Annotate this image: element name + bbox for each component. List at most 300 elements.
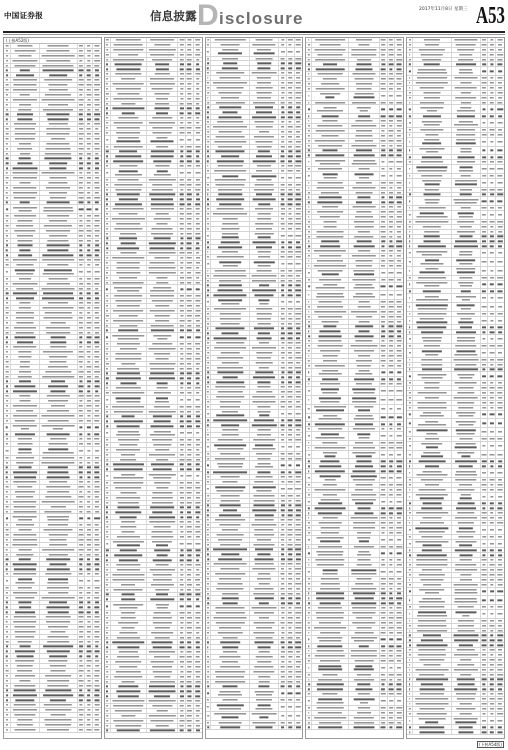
table-cell [11,664,40,668]
table-cell [85,480,93,484]
table-cell [4,287,11,291]
table-cell [40,375,78,379]
table-cell [11,301,40,305]
table-cell [194,159,202,163]
table-cell [93,591,101,595]
table-cell [11,389,40,393]
table-cell [93,456,101,460]
table-cell [11,466,40,470]
table-cell [111,299,148,303]
table-cell [85,708,93,712]
table-cell [40,350,78,354]
table-cell [93,693,101,697]
table-cell [178,467,186,471]
table-cell [178,501,186,505]
table-cell [40,181,78,185]
table-cell [147,261,178,265]
table-cell [78,78,86,82]
table-cell [78,664,86,668]
table-cell [186,372,194,376]
table-cell [4,88,11,92]
table-cell [111,38,148,42]
table-cell [4,306,11,310]
table-cell [4,375,11,379]
table-cell [111,227,148,231]
table-cell [40,355,78,359]
table-cell [40,659,78,663]
table-cell [194,540,202,548]
table-cell [78,316,86,320]
table-cell [111,448,148,452]
table-cell [11,500,40,504]
table-cell [147,328,178,332]
table-cell [186,251,194,255]
table-row [105,540,202,549]
table-cell [85,59,93,63]
table-cell [194,87,202,91]
table-cell [4,248,11,252]
table-cell [78,596,86,600]
table-cell [85,321,93,325]
table-cell [40,419,78,423]
table-cell [78,713,86,717]
table-cell [178,232,186,236]
table-cell [111,453,148,457]
table-cell [147,237,178,241]
table-cell [78,117,86,121]
table-cell [85,379,93,383]
table-cell [93,201,101,205]
table-cell [78,44,86,48]
table-cell [40,296,78,300]
table-cell [4,142,11,146]
table-cell [186,82,194,86]
table-cell [178,202,186,206]
table-cell [11,181,40,185]
table-cell [78,98,86,102]
table-cell [4,365,11,369]
table-cell [40,224,78,228]
table-cell [147,183,178,187]
table-cell [111,67,148,71]
table-cell [40,340,78,344]
table-cell [85,659,93,663]
table-cell [4,414,11,418]
table-cell [85,684,93,688]
table-cell [194,217,202,221]
table-cell [85,49,93,53]
table-cell [85,137,93,141]
table-cell [85,44,93,48]
table-cell [147,429,178,437]
table-cell [93,718,101,722]
table-cell [40,538,78,542]
table-cell [186,266,194,270]
table-cell [147,159,178,163]
table-cell [40,630,78,634]
table-cell [194,82,202,86]
table-cell [178,506,186,510]
table-cell [40,567,78,571]
table-cell [147,535,178,539]
table-cell [40,306,78,310]
table-cell [178,237,186,241]
table-cell [93,586,101,590]
table-cell [40,205,78,213]
table-cell [194,241,202,245]
table-cell [40,191,78,195]
table-cell [186,376,194,380]
table-cell [93,723,101,727]
table-cell [93,649,101,653]
table-cell [147,558,178,562]
table-cell [111,58,148,62]
table-cell [194,481,202,485]
table-cell [111,367,148,371]
table-cell [85,370,93,374]
table-cell [4,596,11,600]
table-cell [78,625,86,629]
table-cell [40,49,78,53]
table-cell [4,122,11,126]
table-cell [111,515,148,519]
table-cell [78,83,86,87]
table-cell [40,282,78,286]
table-cell [93,316,101,320]
table-cell [40,360,78,364]
table-cell [78,68,86,72]
table-cell [147,540,178,548]
table-cell [194,276,202,280]
table-cell [4,567,11,571]
table-cell [11,470,40,474]
table-cell [40,268,78,276]
table-cell [4,234,11,238]
table-cell [40,365,78,369]
table-cell [93,244,101,248]
table-cell [11,166,40,170]
table-cell [111,102,148,106]
table-cell [85,296,93,300]
table-cell [78,610,86,614]
table-cell [4,689,11,693]
table-cell [93,311,101,315]
table-cell [40,394,78,398]
table-cell [147,357,178,361]
table-cell [40,88,78,92]
table-cell [78,485,86,489]
table-cell [11,253,40,257]
table-cell [11,586,40,590]
table-cell [186,164,194,168]
table-cell [194,486,202,490]
table-cell [194,472,202,480]
table-cell [186,491,194,495]
table-cell [111,285,148,293]
table-cell [93,654,101,658]
table-cell [147,525,178,529]
table-cell [4,424,11,432]
table-cell [11,365,40,369]
table-cell [85,306,93,310]
table-cell [78,419,86,423]
table-cell [4,713,11,717]
table-cell [194,48,202,52]
table-cell [4,640,11,644]
table-cell [178,159,186,163]
table-cell [147,150,178,154]
table-cell [4,708,11,712]
table-cell [194,67,202,71]
table-cell [186,530,194,534]
table-cell [93,674,101,678]
table-cell [186,396,194,404]
table-cell [78,54,86,58]
table-cell [111,106,148,110]
table-cell [4,68,11,72]
table-cell [186,159,194,163]
table-cell [85,698,93,702]
table-cell [111,376,148,380]
table-cell [93,122,101,126]
table-cell [111,53,148,57]
table-cell [93,523,101,527]
table-cell [40,326,78,330]
table-cell [78,630,86,634]
table-cell [4,301,11,305]
table-cell [4,404,11,408]
table-cell [178,77,186,81]
table-cell [40,196,78,200]
table-cell [4,181,11,185]
table-cell [11,335,40,339]
table-cell [186,222,194,226]
table-cell [186,415,194,419]
table-cell [78,137,86,141]
table-cell [11,523,40,527]
table-cell [85,229,93,233]
table-cell [93,132,101,136]
table-cell [11,44,40,48]
table-cell [85,88,93,92]
table-cell [93,291,101,295]
continued-from-note: (上接A52版) [4,38,101,44]
table-cell [194,102,202,106]
table-cell [85,152,93,156]
table-cell [78,88,86,92]
table-cell [11,68,40,72]
table-cell [147,227,178,231]
table-cell [93,287,101,291]
table-cell [93,630,101,634]
table-cell [178,362,186,366]
table-cell [85,219,93,223]
table-cell [93,93,101,97]
table-cell [186,62,194,66]
table-cell [147,501,178,505]
table-cell [85,461,93,465]
table-cell [178,126,186,130]
table-cell [93,610,101,614]
table-cell [111,131,148,135]
table-cell [40,316,78,320]
table-cell [85,191,93,195]
table-cell [4,335,11,339]
table-cell [11,505,40,509]
table-cell [78,480,86,484]
table-cell [186,319,194,323]
table-cell [78,214,86,218]
table-cell [178,261,186,265]
section-title-en-initial: D [197,1,219,31]
table-cell [178,62,186,66]
table-cell [78,127,86,131]
table-cell [186,154,194,158]
table-cell [11,277,40,281]
table-cell [147,462,178,466]
table-cell [111,222,148,226]
table-cell [111,276,148,280]
table-cell [40,562,78,566]
table-cell [93,528,101,532]
table-cell [78,577,86,585]
table-cell [11,137,40,141]
page-number: A53 [476,3,505,29]
table-cell [194,261,202,265]
table-cell [194,419,202,423]
table-cell [194,386,202,390]
table-cell [178,309,186,313]
table-cell [93,447,101,455]
table-cell [78,514,86,522]
table-cell [4,108,11,112]
table-cell [11,485,40,489]
table-cell [85,409,93,413]
table-cell [111,246,148,250]
table-cell [194,178,202,182]
table-cell [93,152,101,156]
table-cell [194,314,202,318]
table-cell [40,321,78,325]
table-cell [111,553,148,557]
table-cell [11,147,40,151]
table-cell [85,510,93,514]
table-cell [85,703,93,707]
table-cell [85,156,93,160]
table-cell [78,533,86,537]
table-cell [186,188,194,192]
table-cell [85,500,93,504]
table-cell [78,495,86,499]
table-cell [85,654,93,658]
table-cell [40,723,78,727]
table-cell [93,268,101,276]
table-cell [40,384,78,388]
table-cell [194,251,202,255]
table-cell [147,92,178,96]
table-cell [186,48,194,52]
table-cell [178,271,186,275]
table-cell [11,196,40,200]
table-cell [40,287,78,291]
table-cell [40,543,78,547]
table-cell [4,127,11,131]
table-cell [93,335,101,339]
table-cell [147,131,178,135]
table-row [4,728,101,733]
table-cell [93,229,101,233]
table-cell [186,111,194,115]
table-cell [147,202,178,206]
table-cell [11,127,40,131]
table-cell [194,453,202,457]
table-cell [85,456,93,460]
table-cell [194,347,202,351]
table-cell [78,73,86,77]
table-cell [11,490,40,494]
table-cell [40,64,78,68]
table-cell [40,596,78,600]
table-cell [40,669,78,673]
table-cell [4,103,11,107]
table-cell [85,562,93,566]
table-cell [178,328,186,332]
table-cell [78,296,86,300]
table-cell [93,620,101,624]
table-cell [78,723,86,727]
table-cell [4,350,11,354]
table-cell [78,442,86,446]
table-cell [4,533,11,537]
table-cell [11,538,40,542]
table-cell [178,324,186,328]
table-cell [11,49,40,53]
table-cell [40,301,78,305]
table-cell [11,404,40,408]
table-cell [85,548,93,552]
table-cell [147,372,178,376]
table-cell [186,207,194,211]
table-cell [11,234,40,238]
table-cell [78,728,86,732]
table-cell [111,178,148,182]
table-cell [186,391,194,395]
table-cell [194,501,202,505]
table-cell [4,132,11,136]
table-cell [78,229,86,233]
table-cell [147,241,178,245]
table-cell [40,437,78,441]
table-cell [111,540,148,548]
table-cell [111,510,148,514]
table-cell [186,386,194,390]
table-cell [11,679,40,683]
table-cell [186,448,194,452]
table-cell [4,331,11,335]
table-cell [178,481,186,485]
table-cell [147,510,178,514]
table-cell [147,145,178,149]
table-cell [4,54,11,58]
table-cell [4,191,11,195]
table-cell [178,294,186,298]
table-cell [93,331,101,335]
table-cell [178,197,186,201]
table-cell [147,82,178,86]
table-cell [4,475,11,479]
table-cell [147,391,178,395]
table-cell [85,340,93,344]
